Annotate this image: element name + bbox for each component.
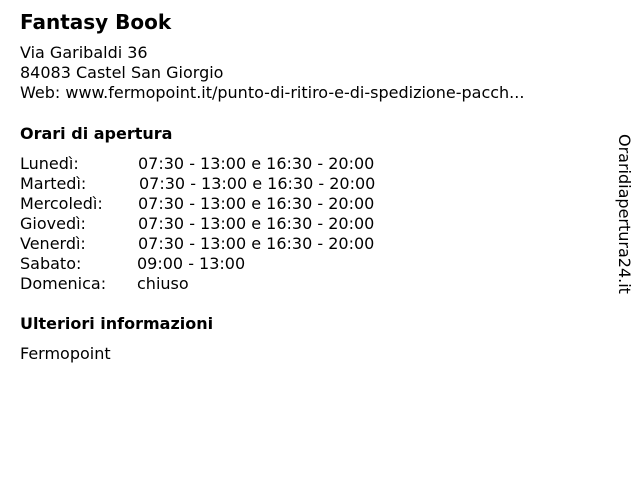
site-watermark: [614, 134, 634, 314]
day-hours: 07:30 - 13:00 e 16:30 - 20:00: [138, 214, 375, 233]
day-label: Giovedì:: [20, 214, 86, 233]
address-street: Via Garibaldi 36: [20, 43, 148, 62]
address-city: 84083 Castel San Giorgio: [20, 63, 224, 82]
day-hours: 09:00 - 13:00: [137, 254, 246, 273]
watermark-text: Oraridiapertura24.it: [615, 134, 634, 294]
day-hours: 07:30 - 13:00 e 16:30 - 20:00: [138, 194, 375, 213]
day-label: Mercoledì:: [20, 194, 103, 213]
day-hours: 07:30 - 13:00 e 16:30 - 20:00: [139, 174, 376, 193]
day-hours: chiuso: [137, 274, 189, 293]
day-label: Lunedì:: [20, 154, 79, 173]
day-label: Martedì:: [20, 174, 87, 193]
opening-hours-heading: Orari di apertura: [20, 124, 173, 143]
day-label: Domenica:: [20, 274, 107, 293]
day-label: Venerdì:: [20, 234, 86, 253]
day-hours: 07:30 - 13:00 e 16:30 - 20:00: [138, 234, 375, 253]
day-label: Sabato:: [20, 254, 82, 273]
store-name: Fantasy Book: [20, 10, 172, 34]
additional-info-heading: Ulteriori informazioni: [20, 314, 214, 333]
day-hours: 07:30 - 13:00 e 16:30 - 20:00: [138, 154, 375, 173]
store-address: [20, 43, 524, 103]
additional-info-text: Fermopoint: [20, 344, 111, 363]
store-website[interactable]: Web: www.fermopoint.it/punto-di-ritiro-e-di-spedizione-pacch...: [20, 83, 525, 102]
